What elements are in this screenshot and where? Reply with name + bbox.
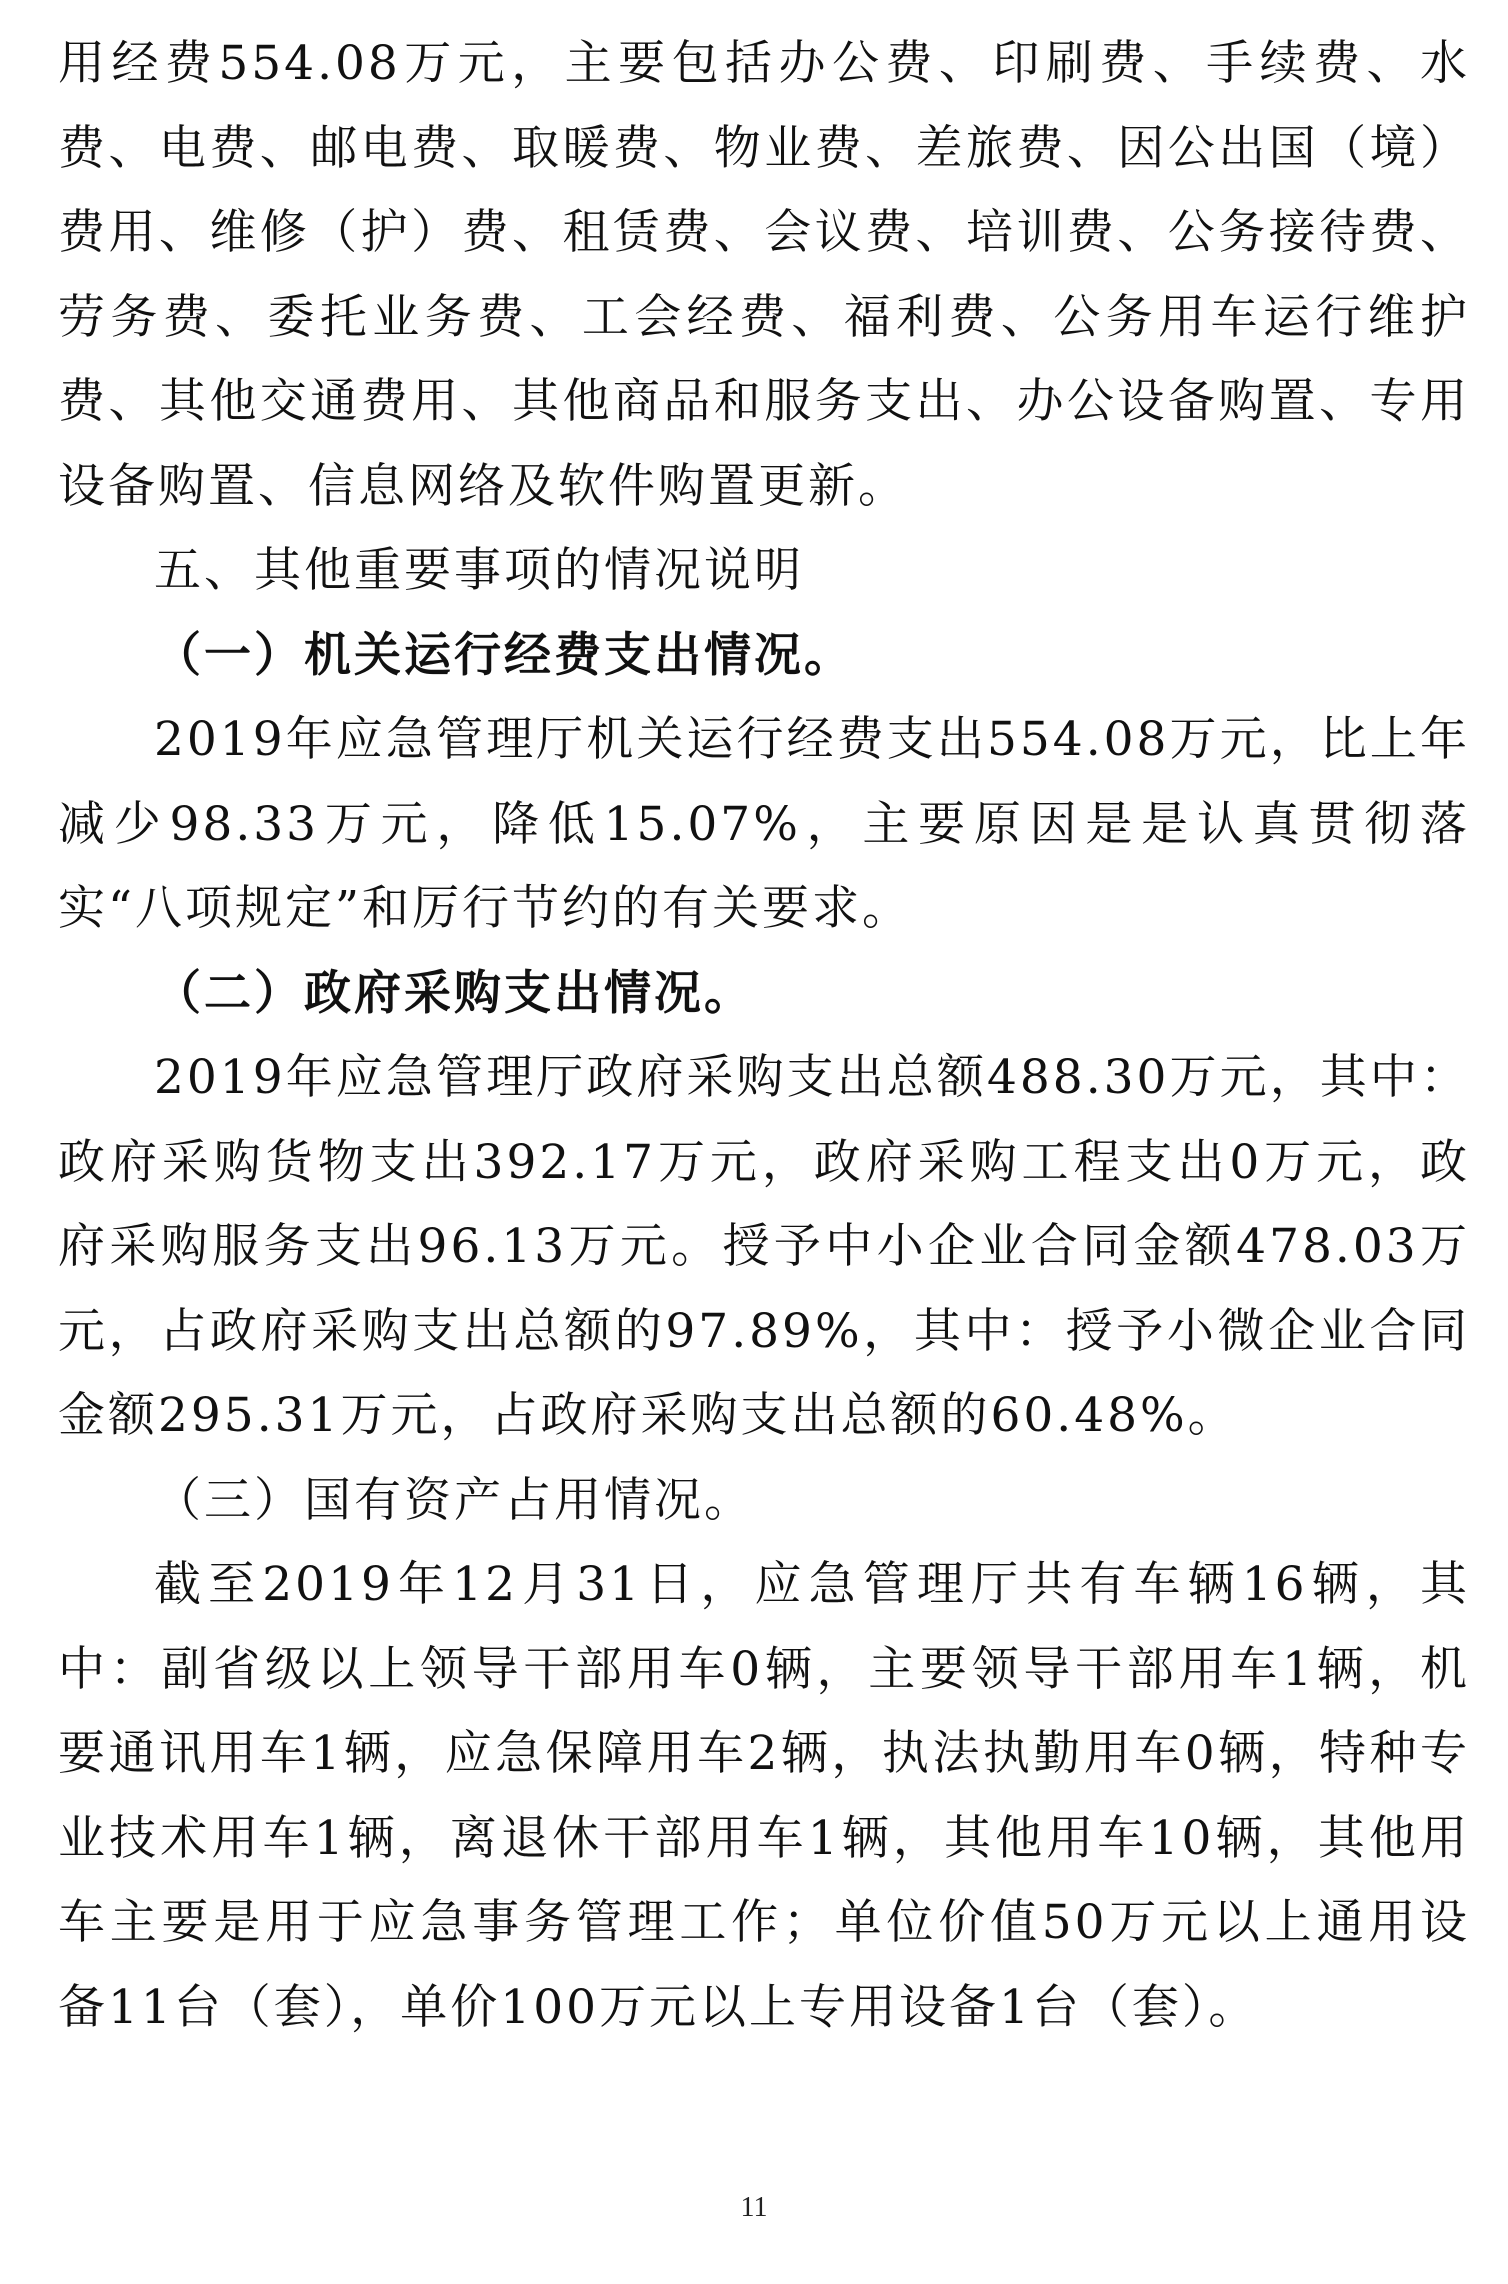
section-heading-other-matters: 五、其他重要事项的情况说明 (154, 543, 804, 598)
paragraph-state-assets: 截至2019年12月31日，应急管理厅共有车辆16辆，其中：副省级以上领导干部用车0辆，主要领导干部用车1辆，机要通讯用车1辆，应急保障用车2辆，执法执勤用车0辆，特种专业技术用车1辆，离退休干部用车1辆，其他用车10辆，其他用车主要是用于应急事务管理工作；单位价值50万元以上通用设备11台（套），单价100万元以上专用设备1台（套）。 (58, 1557, 1470, 2035)
page-number: 11 (740, 2192, 768, 2223)
subheading-procurement: （二）政府采购支出情况。 (154, 965, 754, 1021)
subheading-state-assets: （三）国有资产占用情况。 (154, 1472, 754, 1528)
paragraph-expense-items: 用经费554.08万元，主要包括办公费、印刷费、手续费、水费、电费、邮电费、取暖费、物业费、差旅费、因公出国（境）费用、维修（护）费、租赁费、会议费、培训费、公务接待费、劳务费、委托业务费、工会经费、福利费、公务用车运行维护费、其他交通费用、其他商品和服务支出、办公设备购置、专用设备购置、信息网络及软件购置更新。 (58, 36, 1470, 514)
document-page (58, 22, 1470, 2050)
paragraph-procurement: 2019年应急管理厅政府采购支出总额488.30万元，其中：政府采购货物支出392.17万元，政府采购工程支出0万元，政府采购服务支出96.13万元。授予中小企业合同金额478.03万元，占政府采购支出总额的97.89%，其中：授予小微企业合同金额295.31万元，占政府采购支出总额的60.48%。 (58, 1050, 1470, 1443)
subheading-operating-expenses: （一）机关运行经费支出情况。 (154, 627, 854, 683)
paragraph-operating-expenses: 2019年应急管理厅机关运行经费支出554.08万元，比上年减少98.33万元，降低15.07%，主要原因是是认真贯彻落实“八项规定”和厉行节约的有关要求。 (58, 712, 1470, 936)
